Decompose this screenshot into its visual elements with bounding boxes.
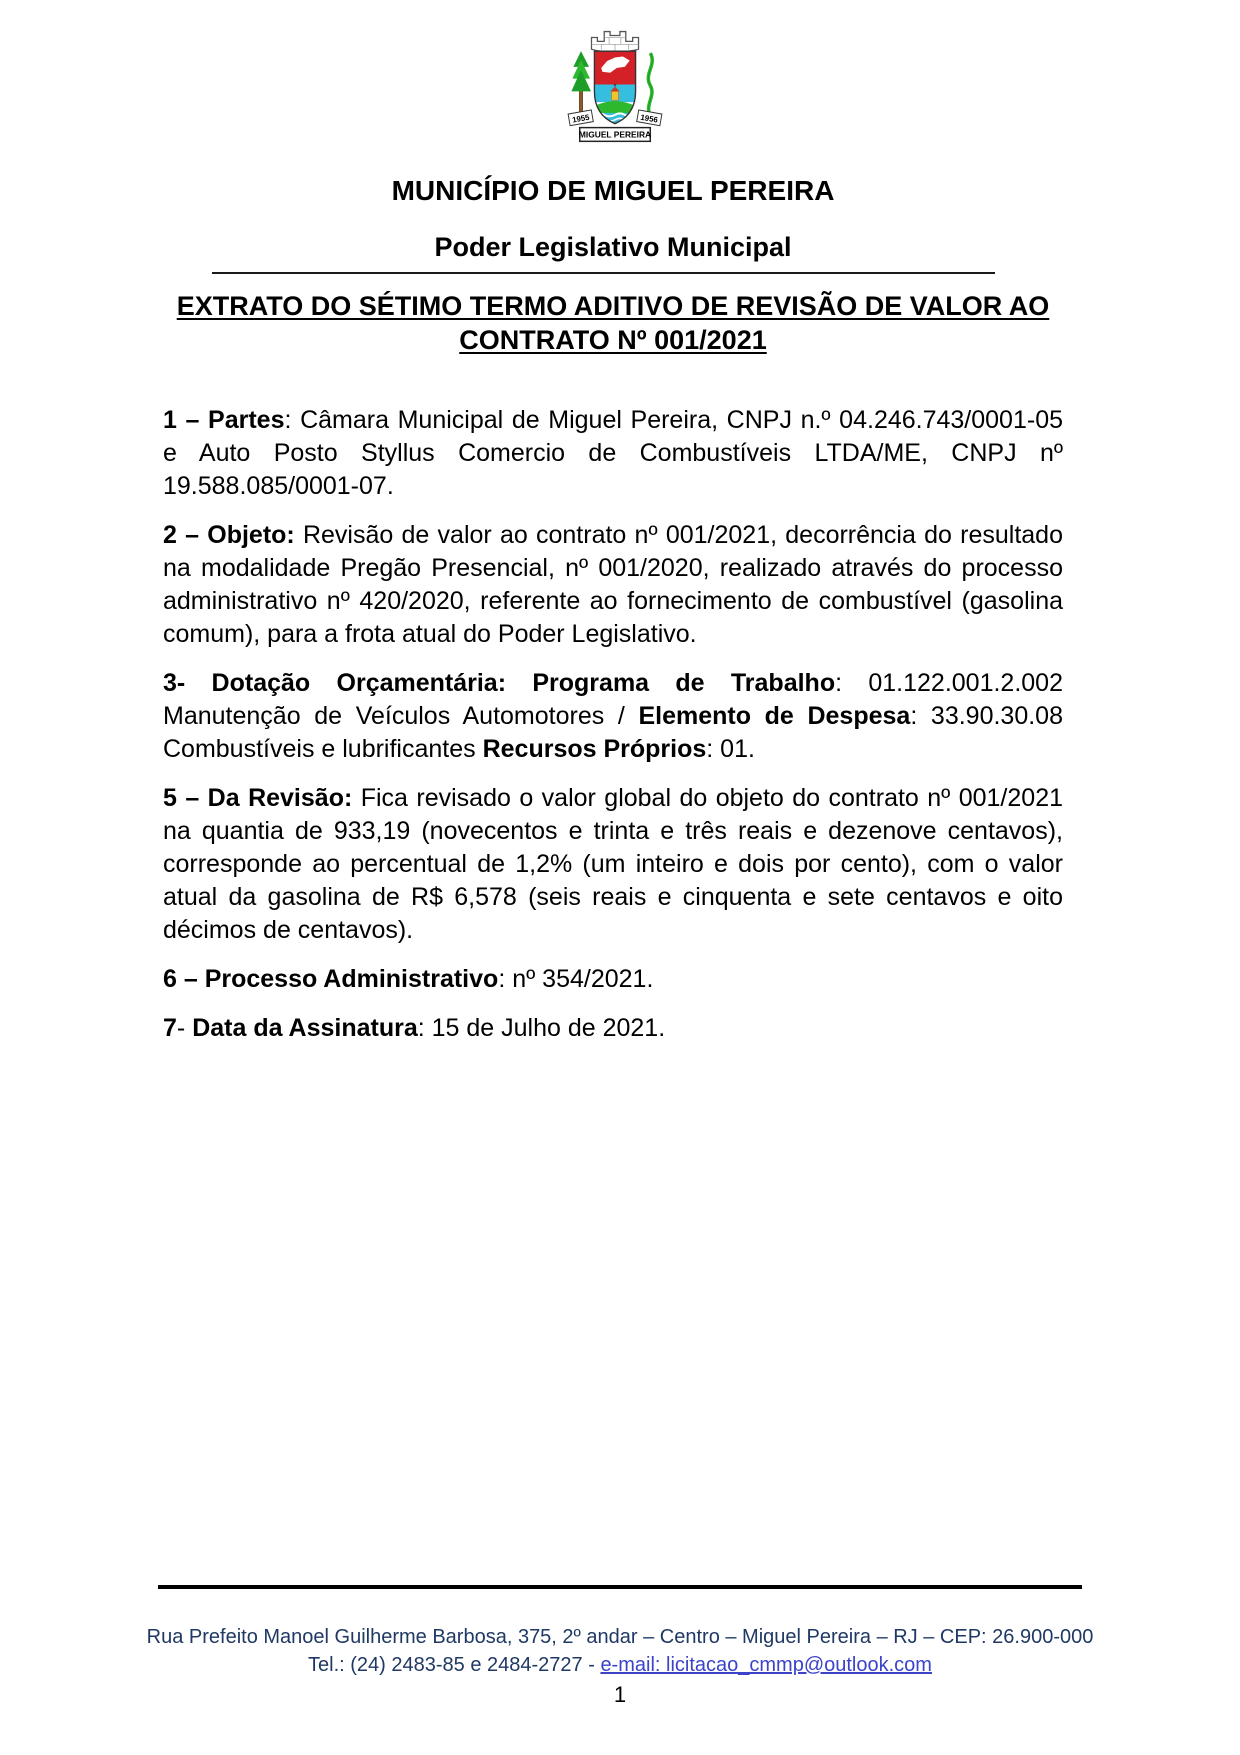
crest-banner-label: MIGUEL PEREIRA [578,129,652,140]
mural-crown-icon [591,32,638,52]
ribbon-icon [648,53,652,116]
footer-email-link[interactable]: e-mail: licitacao_cmmp@outlook.com [600,1654,932,1676]
paragraph-6-processo: 6 – Processo Administrativo: nº 354/2021. [163,965,654,993]
paragraph-2-objeto: 2 – Objeto: Revisão de valor ao contrato nº 001/2021, decorrência do resultado na modalidade Pregão Presencial, nº 001/2020, realizado através do processo administrativo nº 420/2020, referente ao fornecimento de combustível (gasolina comum), para a frota atual do Poder Legislativo. [163,521,1063,648]
paragraph-3-dotacao: 3- Dotação Orçamentária: Programa de Trabalho: 01.122.001.2.002 Manutenção de Veículos Automotores / Elemento de Despesa: 33.90.30.08 Combustíveis e lubrificantes Recursos Próprios: 01. [163,669,1063,763]
header-divider [212,272,995,274]
shield-icon [594,51,635,124]
footer-address: Rua Prefeito Manoel Guilherme Barbosa, 375, 2º andar – Centro – Miguel Pereira – RJ – CEP: 26.900-000 [146,1626,1094,1648]
paragraph-5-revisao: 5 – Da Revisão: Fica revisado o valor global do objeto do contrato nº 001/2021 na quantia de 933,19 (novecentos e trinta e três reais e dezenove centavos), corresponde ao percentual de 1,2% (um inteiro e dois por cento), com o valor atual da gasolina de R$ 6,578 (seis reais e cinquenta e sete centavos e oito décimos de centavos). [163,784,1063,944]
palm-tree-icon [571,51,591,115]
footer-divider [158,1585,1082,1589]
document-title [143,289,1083,357]
page-number: 1 [613,1682,627,1707]
legislative-subtitle: Poder Legislativo Municipal [434,232,792,262]
scroll-1955 [568,110,593,126]
municipality-heading: MUNICÍPIO DE MIGUEL PEREIRA [391,175,835,206]
scroll-1956 [637,110,662,126]
paragraph-7-assinatura: 7- Data da Assinatura: 15 de Julho de 2021. [163,1014,666,1042]
scroll-year-left: 1955 [571,112,591,125]
crest-banner [579,128,651,142]
paragraph-1-partes: 1 – Partes: Câmara Municipal de Miguel Pereira, CNPJ n.º 04.246.743/0001-05 e Auto Posto Styllus Comercio de Combustíveis LTDA/ME, CNPJ nº 19.588.085/0001-07. [163,406,1064,500]
footer-contact [0,1652,1240,1678]
document-body [163,404,1063,1061]
document-title-line2: CONTRATO Nº 001/2021 [459,325,767,355]
municipal-crest [566,24,664,144]
document-title-line1: EXTRATO DO SÉTIMO TERMO ADITIVO DE REVISÃO DE VALOR AO [176,291,1050,321]
scroll-year-right: 1956 [639,112,659,125]
footer-phone: Tel.: (24) 2483-85 e 2484-2727 - [308,1654,601,1676]
